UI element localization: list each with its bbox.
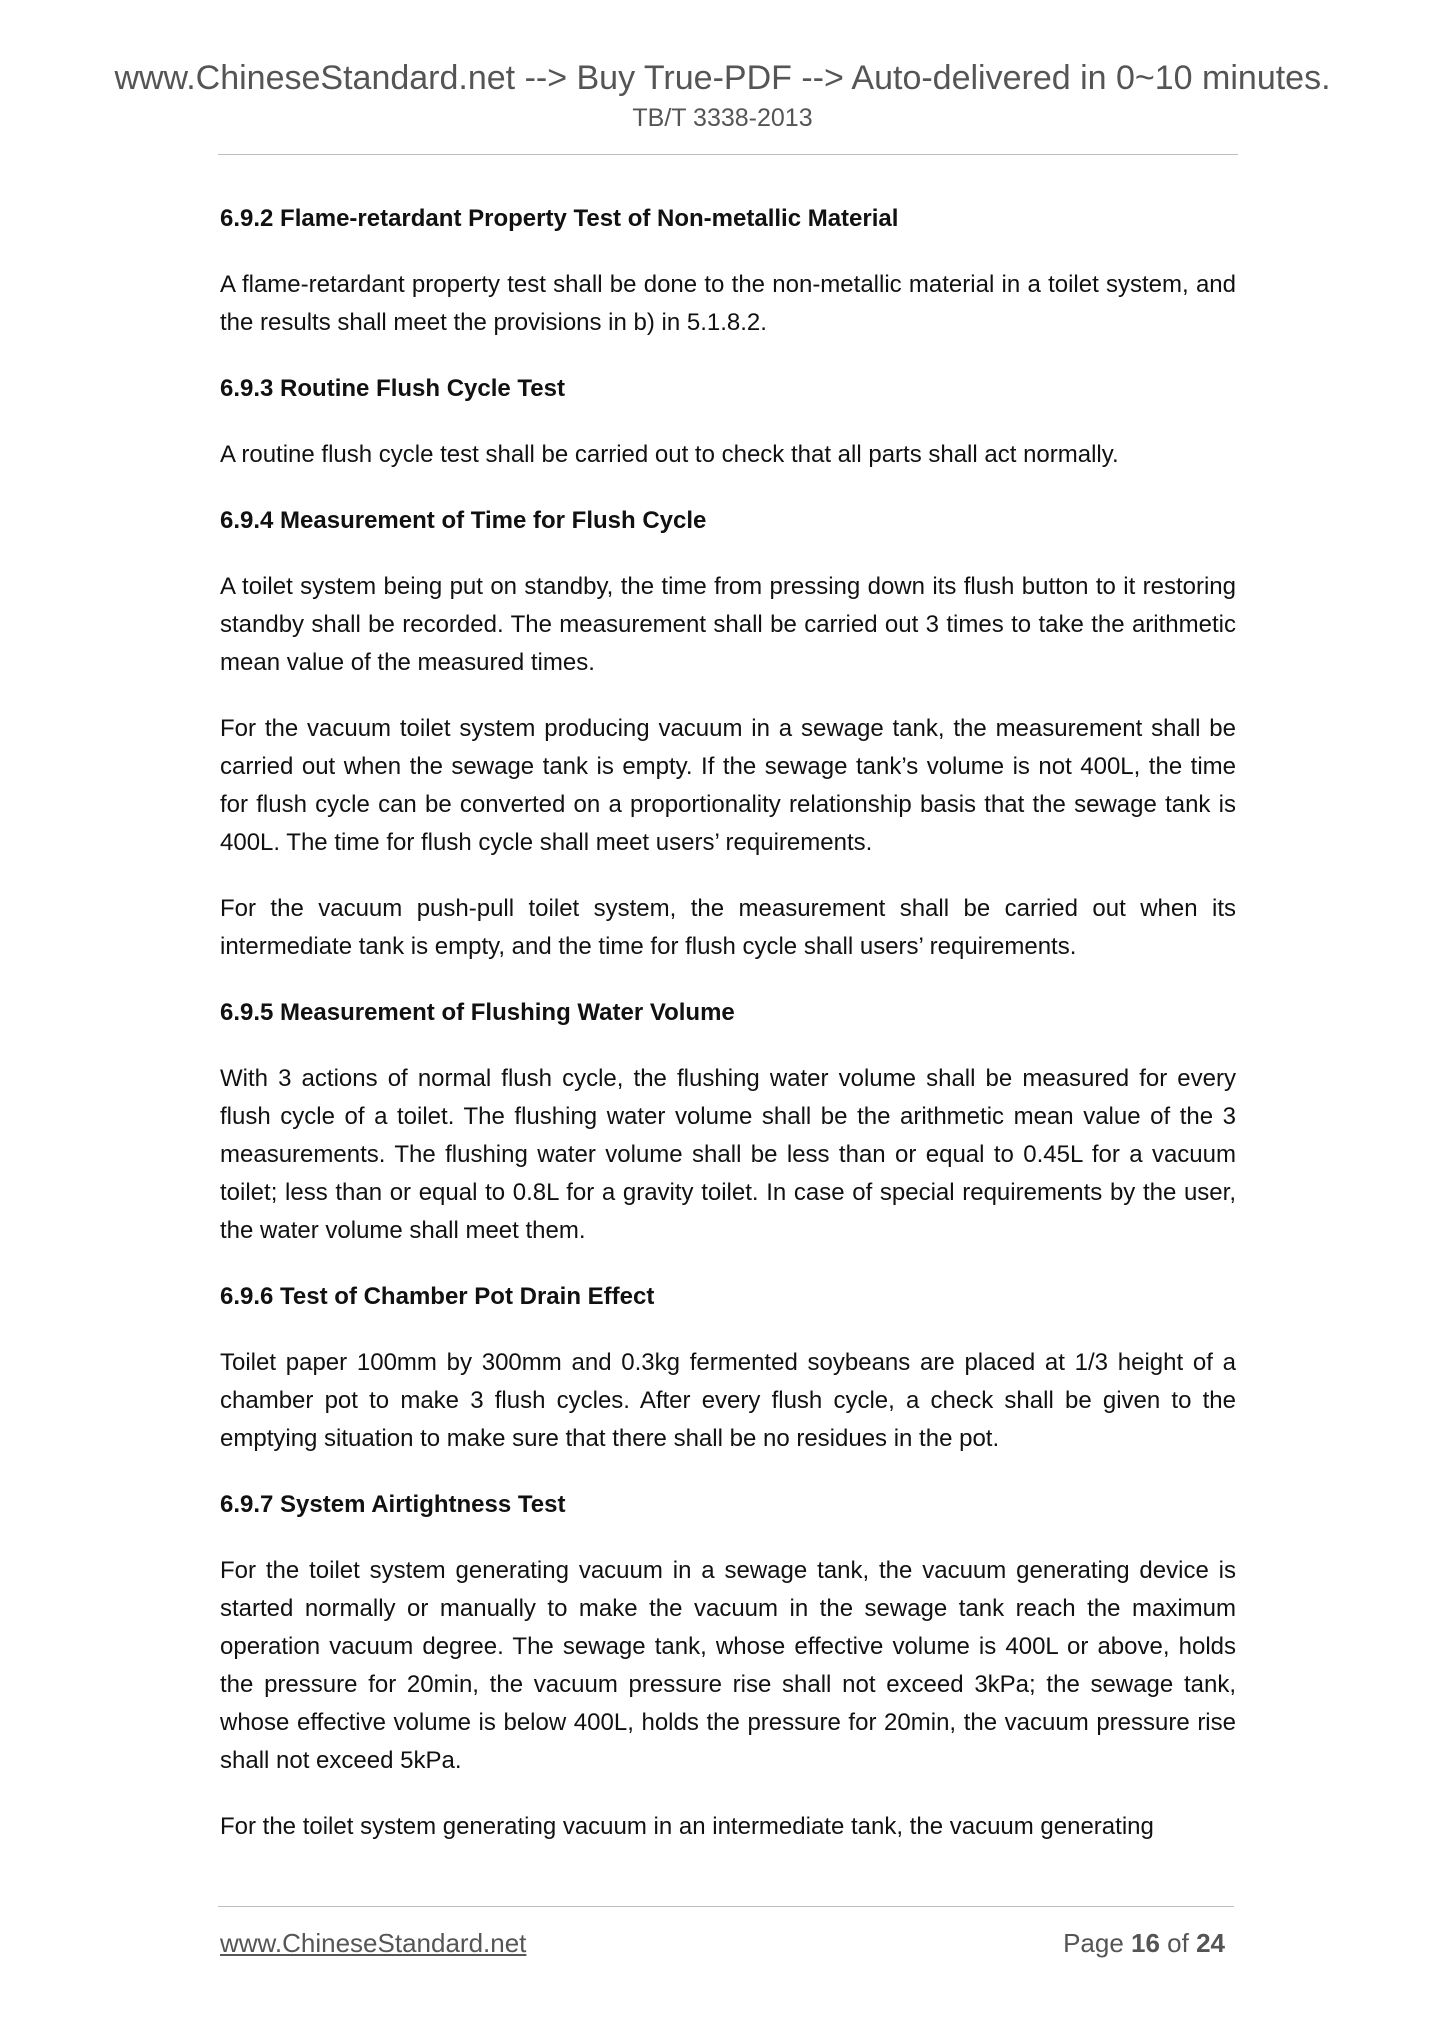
section-paragraph: For the vacuum push-pull toilet system, the measurement shall be carried out when its intermediate tank is empty, and the time for flush cycle shall users’ requirements. <box>220 895 1236 960</box>
section-paragraph: Toilet paper 100mm by 300mm and 0.3kg fermented soybeans are placed at 1/3 height of a chamber pot to make 3 flush cycles. After every flush cycle, a check shall be given to the emptying situation to make sure that there shall be no residues in the pot. <box>220 1349 1236 1452</box>
section-6-9-6 <box>220 1278 1236 1458</box>
section-6-9-2 <box>220 200 1236 342</box>
section-heading: 6.9.6 Test of Chamber Pot Drain Effect <box>220 1283 655 1310</box>
page-current: 16 <box>1131 1928 1160 1958</box>
section-heading: 6.9.4 Measurement of Time for Flush Cycle <box>220 507 707 534</box>
section-6-9-7 <box>220 1486 1236 1846</box>
footer-divider <box>218 1906 1234 1907</box>
section-paragraph: A flame-retardant property test shall be done to the non-metallic material in a toilet system, and the results shall meet the provisions in b) in 5.1.8.2. <box>220 271 1236 336</box>
section-6-9-5 <box>220 994 1236 1250</box>
document-body <box>220 200 1236 1874</box>
section-heading: 6.9.7 System Airtightness Test <box>220 1491 566 1518</box>
section-heading: 6.9.2 Flame-retardant Property Test of Non-metallic Material <box>220 205 899 232</box>
section-paragraph: With 3 actions of normal flush cycle, the flushing water volume shall be measured for every flush cycle of a toilet. The flushing water volume shall be the arithmetic mean value of the 3 measurements. The flushing water volume shall be less than or equal to 0.45L for a vacuum toilet; less than or equal to 0.8L for a gravity toilet. In case of special requirements by the user, the water volume shall meet them. <box>220 1065 1236 1244</box>
page-of: of <box>1159 1928 1197 1958</box>
section-paragraph: A routine flush cycle test shall be carried out to check that all parts shall act normally. <box>220 441 1119 468</box>
section-heading: 6.9.5 Measurement of Flushing Water Volume <box>220 999 735 1026</box>
footer-site-link[interactable]: www.ChineseStandard.net <box>220 1928 527 1958</box>
header-promo-banner[interactable]: www.ChineseStandard.net --> Buy True-PDF --> Auto-delivered in 0~10 minutes. <box>114 59 1331 97</box>
document-code: TB/T 3338-2013 <box>632 104 813 132</box>
section-6-9-3 <box>220 370 1236 474</box>
header-divider <box>218 154 1238 155</box>
section-paragraph: For the vacuum toilet system producing vacuum in a sewage tank, the measurement shall be carried out when the sewage tank is empty. If the sewage tank’s volume is not 400L, the time for flush cycle can be converted on a proportionality relationship basis that the sewage tank is 400L. The time for flush cycle shall meet users’ requirements. <box>220 715 1236 856</box>
page-indicator <box>1063 1926 1225 1960</box>
section-paragraph: For the toilet system generating vacuum in a sewage tank, the vacuum generating device is started normally or manually to make the vacuum in the sewage tank reach the maximum operation vacuum degree. The sewage tank, whose effective volume is 400L or above, holds the pressure for 20min, the vacuum pressure rise shall not exceed 3kPa; the sewage tank, whose effective volume is below 400L, holds the pressure for 20min, the vacuum pressure rise shall not exceed 5kPa. <box>220 1557 1236 1774</box>
section-6-9-4 <box>220 502 1236 966</box>
section-paragraph: A toilet system being put on standby, the time from pressing down its flush button to it restoring standby shall be recorded. The measurement shall be carried out 3 times to take the arithmetic mean value of the measured times. <box>220 573 1236 676</box>
section-heading: 6.9.3 Routine Flush Cycle Test <box>220 375 565 402</box>
section-paragraph: For the toilet system generating vacuum in an intermediate tank, the vacuum generating <box>220 1813 1154 1840</box>
page-total: 24 <box>1196 1928 1225 1958</box>
page-prefix: Page <box>1063 1928 1132 1958</box>
